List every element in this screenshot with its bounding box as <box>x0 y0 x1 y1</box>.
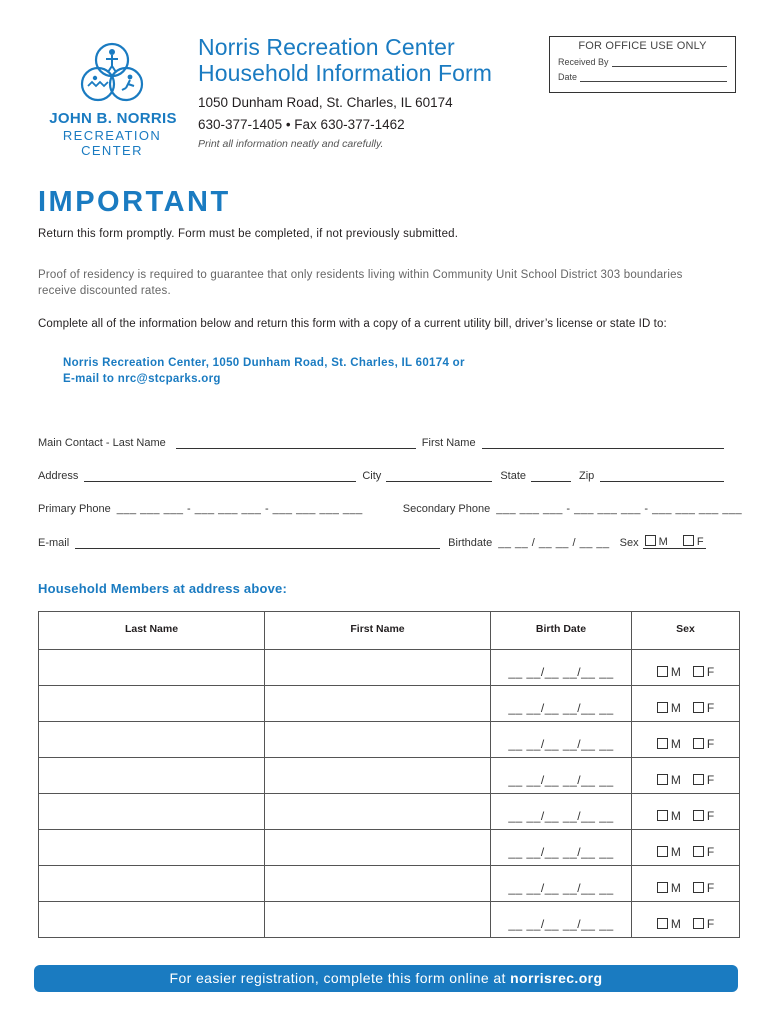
online-banner <box>34 965 738 992</box>
member-sex-m-label: M <box>670 737 681 751</box>
logo-icon <box>78 40 146 108</box>
member-last-name-cell[interactable] <box>39 830 265 866</box>
member-sex-cell <box>632 794 740 830</box>
center-address: 1050 Dunham Road, St. Charles, IL 60174 <box>198 95 453 110</box>
member-sex-m-label: M <box>670 917 681 931</box>
table-row <box>39 650 740 686</box>
member-last-name-cell[interactable] <box>39 902 265 938</box>
member-last-name-cell[interactable] <box>39 650 265 686</box>
city-field[interactable] <box>386 470 492 482</box>
member-sex-m-checkbox[interactable] <box>657 882 668 893</box>
sex-m-checkbox[interactable] <box>645 535 656 546</box>
main-last-name-field[interactable] <box>176 437 416 449</box>
table-row <box>39 866 740 902</box>
member-birth-date-cell[interactable]: __ __/__ __/__ __ <box>491 686 632 722</box>
received-by-field[interactable] <box>612 58 727 67</box>
title-line-1: Norris Recreation Center <box>198 34 455 60</box>
member-sex-f-label: F <box>706 773 715 787</box>
member-sex-m-label: M <box>670 809 681 823</box>
member-sex-m-checkbox[interactable] <box>657 810 668 821</box>
name-row <box>38 437 724 449</box>
member-sex-cell <box>632 758 740 794</box>
member-last-name-cell[interactable] <box>39 794 265 830</box>
table-row <box>39 686 740 722</box>
online-banner-link[interactable]: norrisrec.org <box>510 970 603 986</box>
member-last-name-cell[interactable] <box>39 686 265 722</box>
member-sex-m-checkbox[interactable] <box>657 666 668 677</box>
col-sex: Sex <box>632 612 740 650</box>
member-birth-date-cell[interactable]: __ __/__ __/__ __ <box>491 650 632 686</box>
member-sex-cell <box>632 830 740 866</box>
member-birth-date-cell[interactable]: __ __/__ __/__ __ <box>491 866 632 902</box>
important-heading: IMPORTANT <box>38 186 231 218</box>
primary-phone-label: Primary Phone <box>38 503 111 515</box>
logo-name: JOHN B. NORRIS <box>49 110 177 127</box>
member-last-name-cell[interactable] <box>39 866 265 902</box>
member-sex-m-checkbox[interactable] <box>657 774 668 785</box>
member-first-name-cell[interactable] <box>265 722 491 758</box>
member-sex-f-label: F <box>706 701 715 715</box>
member-sex-m-label: M <box>670 773 681 787</box>
email-field[interactable] <box>75 537 440 549</box>
member-first-name-cell[interactable] <box>265 758 491 794</box>
logo-subtitle: RECREATION CENTER <box>62 128 162 158</box>
title-line-2: Household Information Form <box>198 60 493 86</box>
member-sex-f-label: F <box>706 665 715 679</box>
sex-label: Sex <box>619 537 639 549</box>
office-date-row <box>558 72 727 82</box>
mail-address: Norris Recreation Center, 1050 Dunham Road, St. Charles, IL 60174 or <box>63 357 465 369</box>
secondary-phone-field[interactable]: ___ ___ ___ - ___ ___ ___ - ___ ___ ___ ___ <box>496 503 743 515</box>
office-use-box <box>549 36 736 93</box>
member-sex-f-checkbox[interactable] <box>693 666 704 677</box>
office-date-label: Date <box>558 72 578 82</box>
member-sex-cell <box>632 902 740 938</box>
member-sex-m-label: M <box>670 665 681 679</box>
zip-label: Zip <box>579 470 595 482</box>
member-sex-f-checkbox[interactable] <box>693 918 704 929</box>
online-banner-text: For easier registration, complete this form online at <box>169 970 511 986</box>
member-sex-f-label: F <box>706 917 715 931</box>
sex-f-label: F <box>696 536 704 548</box>
table-row <box>39 830 740 866</box>
state-label: State <box>500 470 526 482</box>
received-by-label: Received By <box>558 57 609 67</box>
email-row <box>38 535 724 549</box>
member-sex-cell <box>632 722 740 758</box>
member-sex-m-checkbox[interactable] <box>657 846 668 857</box>
received-by-row <box>558 57 727 67</box>
center-phones: 630-377-1405 • Fax 630-377-1462 <box>198 117 405 132</box>
first-name-field[interactable] <box>482 437 724 449</box>
state-field[interactable] <box>531 470 571 482</box>
member-sex-m-label: M <box>670 845 681 859</box>
member-sex-m-label: M <box>670 881 681 895</box>
member-birth-date-cell[interactable]: __ __/__ __/__ __ <box>491 722 632 758</box>
member-sex-cell <box>632 866 740 902</box>
email-label: E-mail <box>38 537 70 549</box>
primary-phone-field[interactable]: ___ ___ ___ - ___ ___ ___ - ___ ___ ___ ___ <box>116 503 363 515</box>
mail-email: E-mail to nrc@stcparks.org <box>63 373 221 385</box>
member-sex-m-checkbox[interactable] <box>657 702 668 713</box>
logo-emblem <box>78 40 146 108</box>
member-sex-f-label: F <box>706 737 715 751</box>
member-sex-f-checkbox[interactable] <box>693 810 704 821</box>
sex-m-label: M <box>658 536 668 548</box>
main-last-name-label: Main Contact - Last Name <box>38 437 166 449</box>
member-last-name-cell[interactable] <box>39 758 265 794</box>
member-sex-m-label: M <box>670 701 681 715</box>
residency-note: Proof of residency is required to guarantee that only residents living within Community Unit School District 303 boundaries receive discounted rates. <box>38 269 683 297</box>
member-birth-date-cell[interactable]: __ __/__ __/__ __ <box>491 794 632 830</box>
member-sex-f-checkbox[interactable] <box>693 702 704 713</box>
household-header-row <box>39 612 740 650</box>
table-row <box>39 722 740 758</box>
first-name-label: First Name <box>421 437 476 449</box>
member-sex-cell <box>632 650 740 686</box>
member-sex-f-label: F <box>706 809 715 823</box>
phone-row <box>38 503 743 515</box>
member-sex-m-checkbox[interactable] <box>657 738 668 749</box>
table-row <box>39 794 740 830</box>
household-rows <box>39 650 740 938</box>
household-table <box>38 611 740 938</box>
col-last-name: Last Name <box>39 612 265 650</box>
member-sex-cell <box>632 686 740 722</box>
member-first-name-cell[interactable] <box>265 794 491 830</box>
member-sex-f-checkbox[interactable] <box>693 738 704 749</box>
mail-to-block <box>63 355 465 387</box>
sex-options <box>643 535 706 549</box>
member-sex-f-label: F <box>706 845 715 859</box>
birthdate-field[interactable]: __ __ / __ __ / __ __ <box>498 537 610 549</box>
member-last-name-cell[interactable] <box>39 722 265 758</box>
member-first-name-cell[interactable] <box>265 686 491 722</box>
return-note: Return this form promptly. Form must be completed, if not previously submitted. <box>38 228 459 240</box>
address-label: Address <box>38 470 79 482</box>
member-sex-f-checkbox[interactable] <box>693 846 704 857</box>
table-row <box>39 902 740 938</box>
address-field[interactable] <box>84 470 356 482</box>
table-row <box>39 758 740 794</box>
household-title: Household Members at address above: <box>38 581 288 596</box>
member-birth-date-cell[interactable]: __ __/__ __/__ __ <box>491 830 632 866</box>
form-title <box>198 34 492 86</box>
zip-field[interactable] <box>600 470 724 482</box>
address-row <box>38 470 724 482</box>
col-birth-date: Birth Date <box>491 612 632 650</box>
secondary-phone-label: Secondary Phone <box>402 503 491 515</box>
member-sex-f-checkbox[interactable] <box>693 882 704 893</box>
office-date-field[interactable] <box>580 73 727 82</box>
birthdate-label: Birthdate <box>448 537 493 549</box>
member-first-name-cell[interactable] <box>265 902 491 938</box>
col-first-name: First Name <box>265 612 491 650</box>
member-first-name-cell[interactable] <box>265 866 491 902</box>
print-instruction: Print all information neatly and carefully. <box>198 138 384 150</box>
office-use-heading: FOR OFFICE USE ONLY <box>578 40 707 52</box>
complete-note: Complete all of the information below and return this form with a copy of a current utility bill, driver’s license or state ID to: <box>38 318 667 330</box>
member-sex-f-label: F <box>706 881 715 895</box>
member-sex-m-checkbox[interactable] <box>657 918 668 929</box>
member-first-name-cell[interactable] <box>265 650 491 686</box>
member-birth-date-cell[interactable]: __ __/__ __/__ __ <box>491 758 632 794</box>
member-first-name-cell[interactable] <box>265 830 491 866</box>
member-birth-date-cell[interactable]: __ __/__ __/__ __ <box>491 902 632 938</box>
member-sex-f-checkbox[interactable] <box>693 774 704 785</box>
city-label: City <box>362 470 382 482</box>
sex-f-checkbox[interactable] <box>683 535 694 546</box>
contact-block <box>198 92 453 136</box>
